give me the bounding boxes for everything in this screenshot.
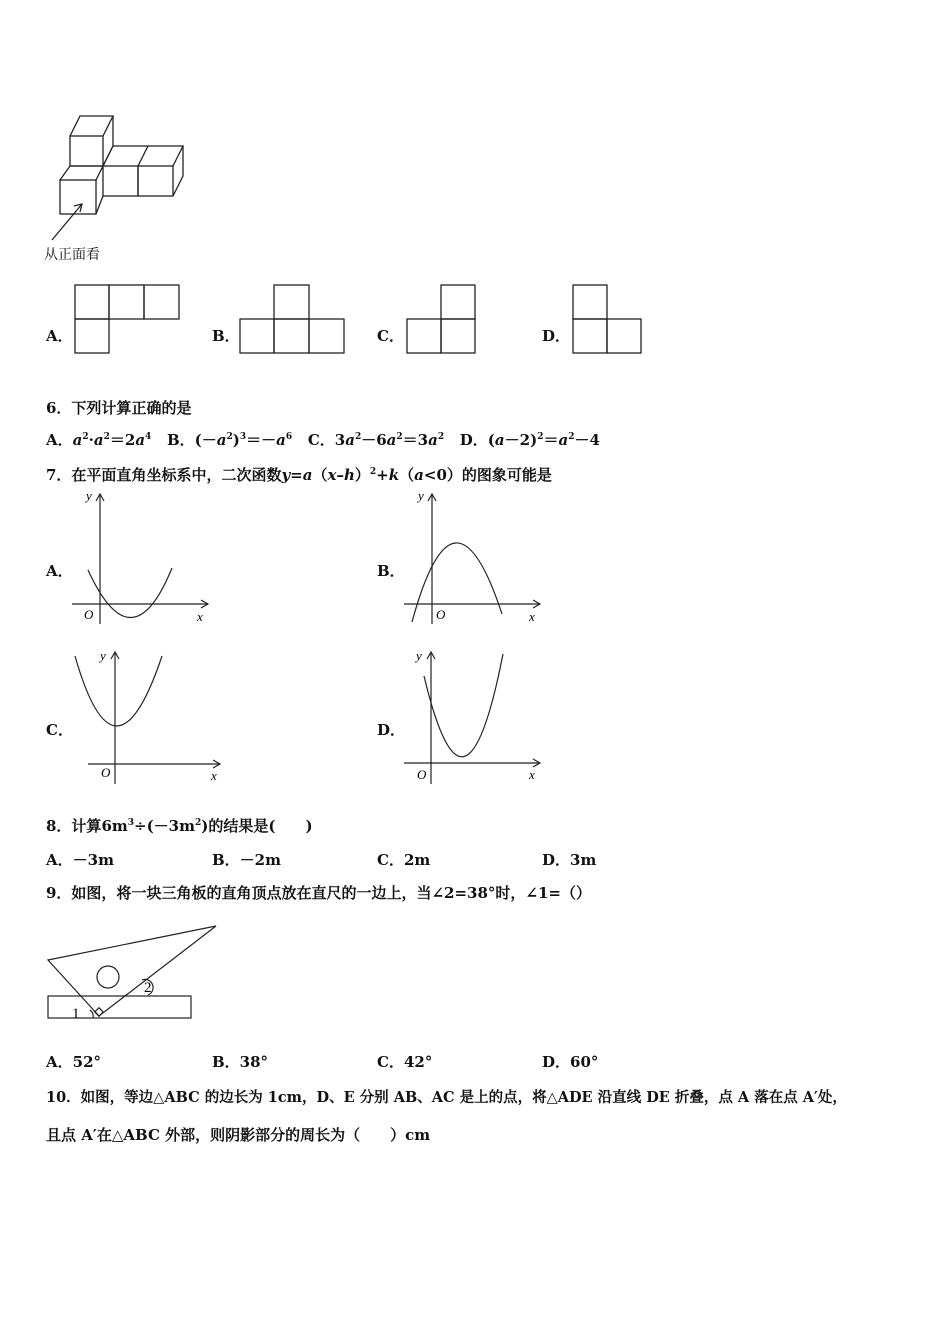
q9-title: 9．如图，将一块三角板的直角顶点放在直尺的一边上，当∠2=38°时，∠1=（） (46, 884, 591, 902)
q7-graph-a (70, 488, 220, 628)
q5-option-a-label: A． (46, 327, 73, 345)
q10-line-2: 且点 A′在△ABC 外部，则阴影部分的周长为（ ）cm (46, 1126, 431, 1144)
q7-option-d-label: D． (377, 721, 406, 739)
q8-option-b: B．－2m (212, 851, 281, 869)
q7-option-a-label: A． (46, 562, 73, 580)
angle-2-label: 2 (144, 980, 152, 996)
x-axis-label: x (197, 609, 203, 624)
q7-title: 7．在平面直角坐标系中，二次函数$y=a(x-h)^2+k(a<0)$的图象可能是 (46, 466, 552, 484)
y-axis-label: y (418, 488, 424, 503)
x-axis-label: x (211, 768, 217, 783)
x-axis-label: x (529, 767, 535, 782)
triangle-ruler-figure (44, 922, 219, 1022)
q7-graph-c (70, 646, 230, 786)
y-axis-label: y (100, 648, 106, 663)
q5-option-a-figure (74, 284, 180, 354)
q8-title: 8．计算$6m^3\div(-3m^2)$的结果是( ) (46, 817, 313, 835)
q10-line-1: 10．如图，等边△ABC 的边长为 1cm，D、E 分别 AB、AC 是上的点，将△ADE 沿直线 DE 折叠，点 A 落在点 A′处， (46, 1089, 847, 1106)
view-caption: 从正面看 (44, 247, 100, 263)
q9-option-c: C．42° (377, 1053, 433, 1071)
q6-title: 6．下列计算正确的是 (46, 399, 192, 417)
q9-option-d: D．60° (542, 1053, 599, 1071)
q7-option-c-label: C． (46, 721, 73, 739)
q9-option-b: B．38° (212, 1053, 269, 1071)
origin-label: O (84, 607, 94, 622)
q5-option-d-label: D． (542, 327, 571, 345)
q8-option-a: A．－3m (46, 851, 114, 869)
q5-option-d-figure (572, 284, 644, 354)
y-axis-label: y (416, 648, 422, 663)
origin-label: O (417, 767, 427, 782)
origin-label: O (101, 765, 111, 780)
q5-option-c-figure (406, 284, 478, 354)
x-axis-label: x (529, 609, 535, 624)
origin-label: O (436, 607, 446, 622)
q7-graph-b (402, 488, 552, 628)
q5-option-c-label: C． (377, 327, 404, 345)
q5-option-b-label: B． (212, 327, 240, 345)
q6-options: A．$a^2\cdot a^2=2a^4$ B．$(-a^2)^3=-a^6$ C．$3a^2-6a^2=3a^2$ D．$(a-2)^2=a^2-4$ (46, 431, 600, 449)
q7-option-b-label: B． (377, 562, 405, 580)
q5-option-b-figure (239, 284, 345, 354)
q9-option-a: A．52° (46, 1053, 102, 1071)
q8-option-c: C．2m (377, 851, 431, 869)
angle-1-label: 1 (72, 1006, 80, 1022)
q8-option-d: D．3m (542, 851, 597, 869)
q7-graph-d (402, 646, 552, 786)
y-axis-label: y (86, 488, 92, 503)
